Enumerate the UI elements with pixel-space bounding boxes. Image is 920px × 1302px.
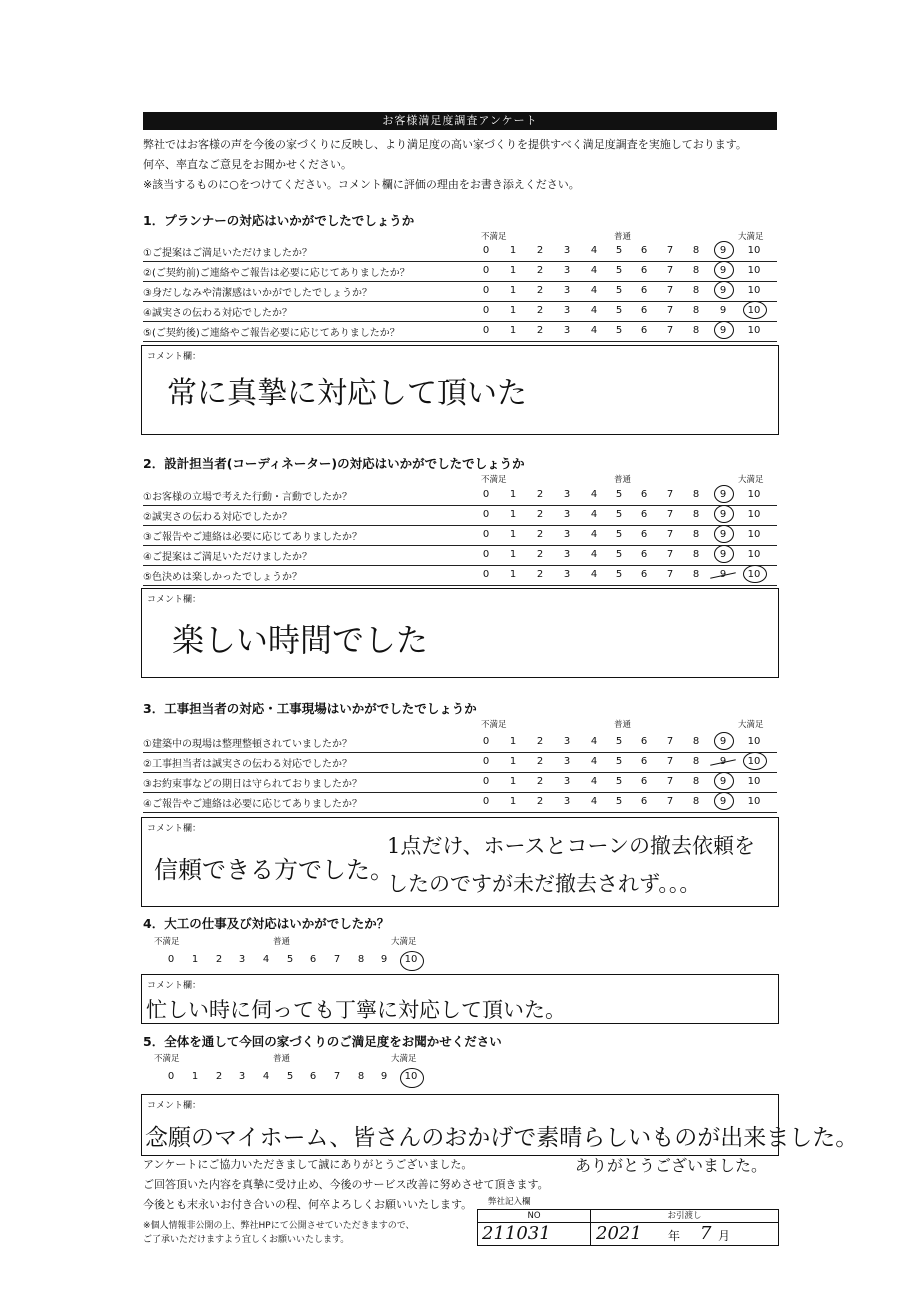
scale-low-label: 不満足	[481, 475, 507, 485]
rating-option[interactable]: 3	[563, 245, 571, 256]
rating-option[interactable]: 4	[590, 756, 598, 767]
rating-option[interactable]: 8	[692, 265, 700, 276]
rating-option[interactable]: 2	[536, 776, 544, 787]
office-use-box	[477, 1209, 779, 1246]
rating-option[interactable]: 9	[719, 549, 727, 560]
rating-option[interactable]: 0	[482, 325, 490, 336]
rating-option[interactable]: 6	[640, 736, 648, 747]
intro-line-3: ※該当するものに○をつけてください。コメント欄に評価の理由をお書き添えください。	[143, 178, 580, 191]
rating-option[interactable]: 4	[590, 529, 598, 540]
no-value: 211031	[482, 1223, 551, 1244]
question-text: ③ご報告やご連絡は必要に応じてありましたか？	[143, 532, 362, 543]
rating-option[interactable]: 0	[482, 265, 490, 276]
selected-rating-circle	[714, 545, 734, 563]
rating-option[interactable]: 6	[640, 509, 648, 520]
rating-option[interactable]: 9	[719, 489, 727, 500]
section-2-comment: 楽しい時間でした	[172, 621, 429, 659]
intro-line-2: 何卒、率直なご意見をお聞かせください。	[143, 158, 352, 171]
rating-option[interactable]: 3	[563, 756, 571, 767]
rating-option[interactable]: 10	[747, 529, 761, 540]
rating-option[interactable]: 7	[666, 245, 674, 256]
rating-option[interactable]: 1	[509, 245, 517, 256]
scale-mid-label: 普通	[614, 475, 632, 485]
rating-option[interactable]: 5	[286, 954, 294, 965]
rating-option[interactable]: 5	[615, 285, 623, 296]
section-5-title: 5．全体を通して今回の家づくりのご満足度をお聞かせください	[143, 1034, 502, 1049]
question-row	[143, 525, 777, 546]
rating-option[interactable]: 2	[536, 489, 544, 500]
rating-option[interactable]: 3	[238, 954, 246, 965]
rating-option[interactable]: 9	[719, 325, 727, 336]
rating-option[interactable]: 3	[563, 569, 571, 580]
question-row	[143, 485, 777, 506]
rating-option[interactable]: 2	[536, 796, 544, 807]
rating-option[interactable]: 7	[666, 549, 674, 560]
rating-option[interactable]: 0	[482, 569, 490, 580]
rating-option[interactable]: 6	[309, 1071, 317, 1082]
rating-option[interactable]: 0	[482, 796, 490, 807]
rating-option[interactable]: 4	[590, 305, 598, 316]
question-row	[143, 565, 777, 586]
rating-option[interactable]: 1	[509, 509, 517, 520]
privacy-line-2: ご了承いただけますよう宜しくお願いいたします。	[143, 1235, 350, 1245]
rating-option[interactable]: 5	[615, 776, 623, 787]
selected-rating-circle	[714, 505, 734, 523]
rating-option[interactable]: 2	[215, 954, 223, 965]
scale-mid-label: 普通	[614, 232, 632, 242]
rating-option[interactable]: 1	[191, 1071, 199, 1082]
rating-option[interactable]: 2	[536, 736, 544, 747]
rating-option[interactable]: 8	[357, 1071, 365, 1082]
rating-option[interactable]: 8	[692, 285, 700, 296]
rating-option[interactable]: 8	[692, 776, 700, 787]
question-row	[143, 321, 777, 342]
rating-option[interactable]: 9	[719, 305, 727, 316]
rating-option[interactable]: 4	[590, 776, 598, 787]
no-header: NO	[478, 1210, 591, 1223]
section-3-comment-box[interactable]	[141, 817, 779, 907]
rating-option[interactable]: 7	[666, 736, 674, 747]
comment-label: コメント欄：	[147, 595, 202, 605]
privacy-line-1: ※個人情報非公開の上、弊社HPにて公開させていただきますので、	[143, 1221, 415, 1231]
rating-option[interactable]: 5	[615, 569, 623, 580]
survey-title: お客様満足度調査アンケート	[143, 112, 777, 130]
rating-option[interactable]: 3	[563, 549, 571, 560]
rating-option[interactable]: 1	[509, 796, 517, 807]
rating-option[interactable]: 2	[536, 245, 544, 256]
section-3-comment-left: 信頼できる方でした。	[154, 856, 394, 884]
question-row	[143, 301, 777, 322]
question-text: ③身だしなみや清潔感はいかがでしたでしょうか？	[143, 288, 372, 299]
scale-high-label: 大満足	[738, 475, 764, 485]
comment-label: コメント欄：	[147, 981, 202, 991]
rating-option[interactable]: 3	[563, 736, 571, 747]
rating-option[interactable]: 3	[563, 489, 571, 500]
rating-option[interactable]: 0	[167, 1071, 175, 1082]
selected-rating-circle	[714, 281, 734, 299]
scale-mid-label: 普通	[273, 1054, 291, 1064]
selected-rating-circle	[714, 485, 734, 503]
selected-rating-circle	[714, 261, 734, 279]
rating-option[interactable]: 7	[666, 776, 674, 787]
rating-option[interactable]: 0	[482, 245, 490, 256]
rating-option[interactable]: 0	[482, 549, 490, 560]
rating-option[interactable]: 1	[509, 305, 517, 316]
rating-option[interactable]: 6	[640, 756, 648, 767]
rating-option[interactable]: 5	[615, 509, 623, 520]
rating-option[interactable]: 7	[666, 756, 674, 767]
selected-rating-circle	[400, 1068, 424, 1088]
rating-option[interactable]: 6	[640, 549, 648, 560]
rating-option[interactable]: 6	[640, 245, 648, 256]
rating-option[interactable]: 9	[719, 569, 727, 580]
rating-option[interactable]: 7	[666, 509, 674, 520]
question-text: ⑤(ご契約後)ご連絡やご報告必要に応じてありましたか？	[143, 328, 400, 339]
rating-option[interactable]: 7	[666, 529, 674, 540]
rating-option[interactable]: 2	[536, 265, 544, 276]
rating-option[interactable]: 0	[482, 305, 490, 316]
rating-option[interactable]: 2	[536, 569, 544, 580]
rating-option[interactable]: 8	[692, 529, 700, 540]
rating-option[interactable]: 7	[666, 285, 674, 296]
rating-option[interactable]: 0	[482, 509, 490, 520]
rating-option[interactable]: 10	[747, 305, 761, 316]
rating-option[interactable]: 5	[615, 756, 623, 767]
question-row	[143, 505, 777, 526]
question-text: ③お約束事などの期日は守られておりましたか？	[143, 779, 362, 790]
rating-option[interactable]: 3	[563, 285, 571, 296]
rating-option[interactable]: 8	[692, 509, 700, 520]
rating-option[interactable]: 10	[747, 776, 761, 787]
rating-option[interactable]: 5	[615, 305, 623, 316]
rating-option[interactable]: 9	[719, 736, 727, 747]
rating-option[interactable]: 3	[563, 796, 571, 807]
rating-option[interactable]: 7	[666, 325, 674, 336]
section-1-title: 1．プランナーの対応はいかがでしたでしょうか	[143, 213, 415, 228]
rating-option[interactable]: 6	[640, 325, 648, 336]
section-5-comment-box[interactable]	[141, 1094, 859, 1156]
rating-option[interactable]: 1	[509, 285, 517, 296]
rating-option[interactable]: 0	[482, 285, 490, 296]
rating-option[interactable]: 2	[536, 549, 544, 560]
rating-option[interactable]: 10	[747, 489, 761, 500]
rating-option[interactable]: 7	[666, 569, 674, 580]
rating-option[interactable]: 9	[719, 529, 727, 540]
rating-option[interactable]: 7	[666, 265, 674, 276]
selected-rating-circle	[714, 241, 734, 259]
rating-option[interactable]: 8	[692, 796, 700, 807]
section-5-comment-thanks: ありがとうございました。	[575, 1156, 768, 1175]
rating-option[interactable]: 1	[509, 549, 517, 560]
scale-low-label: 不満足	[154, 1054, 180, 1064]
rating-option[interactable]: 2	[536, 305, 544, 316]
scale-mid-label: 普通	[273, 937, 291, 947]
rating-option[interactable]: 10	[404, 1071, 418, 1082]
selected-rating-circle	[400, 951, 424, 971]
question-text: ④誠実さの伝わる対応でしたか？	[143, 308, 292, 319]
selected-rating-circle	[714, 321, 734, 339]
rating-option[interactable]: 4	[590, 245, 598, 256]
rating-option[interactable]: 2	[536, 509, 544, 520]
rating-option[interactable]: 3	[563, 509, 571, 520]
office-use-label: 弊社記入欄	[488, 1197, 531, 1207]
footer-line-1: アンケートにご協力いただきまして誠にありがとうございました。	[143, 1158, 473, 1171]
section-4-comment: 忙しい時に伺っても丁寧に対応して頂いた。	[146, 998, 566, 1022]
question-row	[143, 772, 777, 793]
rating-option[interactable]: 1	[191, 954, 199, 965]
selected-rating-circle	[743, 565, 767, 583]
section-2-comment-box[interactable]	[141, 588, 779, 678]
question-row	[143, 261, 777, 282]
rating-option[interactable]: 6	[640, 776, 648, 787]
scale-high-label: 大満足	[391, 1054, 417, 1064]
rating-option[interactable]: 7	[666, 305, 674, 316]
rating-option[interactable]: 8	[692, 736, 700, 747]
rating-option[interactable]: 9	[719, 285, 727, 296]
selected-rating-circle	[714, 792, 734, 810]
scale-low-label: 不満足	[481, 720, 507, 730]
question-text: ①建築中の現場は整理整頓されていましたか？	[143, 739, 352, 750]
handover-year: 2021	[596, 1223, 642, 1244]
selected-rating-circle	[714, 525, 734, 543]
section-4-comment-box[interactable]	[141, 974, 779, 1024]
rating-option[interactable]: 1	[509, 529, 517, 540]
rating-option[interactable]: 3	[563, 776, 571, 787]
section-4-title: 4．大工の仕事及び対応はいかがでしたか？	[143, 916, 390, 931]
rating-option[interactable]: 5	[615, 265, 623, 276]
rating-option[interactable]: 3	[563, 265, 571, 276]
rating-option[interactable]: 4	[590, 265, 598, 276]
question-text: ①ご提案はご満足いただけましたか？	[143, 248, 312, 259]
rating-option[interactable]: 10	[747, 265, 761, 276]
rating-option[interactable]: 8	[692, 305, 700, 316]
rating-option[interactable]: 9	[719, 509, 727, 520]
rating-option[interactable]: 0	[482, 489, 490, 500]
rating-option[interactable]: 7	[666, 796, 674, 807]
rating-option[interactable]: 5	[615, 796, 623, 807]
rating-option[interactable]: 1	[509, 736, 517, 747]
handover-month: 7	[700, 1223, 712, 1244]
rating-option[interactable]: 6	[640, 529, 648, 540]
comment-label: コメント欄：	[147, 824, 202, 834]
scale-high-label: 大満足	[738, 232, 764, 242]
rating-option[interactable]: 9	[719, 245, 727, 256]
rating-option[interactable]: 10	[747, 509, 761, 520]
section-1-comment: 常に真摯に対応して頂いた	[167, 376, 527, 411]
rating-option[interactable]: 2	[215, 1071, 223, 1082]
rating-option[interactable]: 1	[509, 569, 517, 580]
rating-option[interactable]: 10	[747, 549, 761, 560]
rating-option[interactable]: 10	[747, 569, 761, 580]
rating-option[interactable]: 2	[536, 285, 544, 296]
scale-high-label: 大満足	[391, 937, 417, 947]
rating-option[interactable]: 5	[615, 736, 623, 747]
rating-option[interactable]: 7	[666, 489, 674, 500]
rating-option[interactable]: 9	[380, 954, 388, 965]
rating-option[interactable]: 9	[719, 776, 727, 787]
selected-rating-circle	[714, 772, 734, 790]
rating-option[interactable]: 6	[640, 305, 648, 316]
rating-option[interactable]: 5	[615, 325, 623, 336]
rating-option[interactable]: 1	[509, 489, 517, 500]
rating-option[interactable]: 10	[747, 756, 761, 767]
rating-option[interactable]: 4	[590, 489, 598, 500]
question-text: ⑤色決めは楽しかったでしょうか？	[143, 572, 302, 583]
rating-option[interactable]: 5	[615, 245, 623, 256]
rating-option[interactable]: 4	[590, 796, 598, 807]
rating-option[interactable]: 8	[692, 549, 700, 560]
selected-rating-circle	[714, 732, 734, 750]
rating-option[interactable]: 8	[692, 756, 700, 767]
rating-option[interactable]: 8	[692, 569, 700, 580]
rating-option[interactable]: 3	[563, 529, 571, 540]
rating-option[interactable]: 10	[747, 245, 761, 256]
question-text: ②(ご契約前)ご連絡やご報告は必要に応じてありましたか？	[143, 268, 410, 279]
rating-option[interactable]: 2	[536, 325, 544, 336]
rating-option[interactable]: 1	[509, 265, 517, 276]
rating-option[interactable]: 2	[536, 756, 544, 767]
rating-option[interactable]: 1	[509, 756, 517, 767]
footer-line-2: ご回答頂いた内容を真摯に受け止め、今後のサービス改善に努めさせて頂きます。	[143, 1178, 549, 1191]
rating-option[interactable]: 6	[640, 265, 648, 276]
rating-option[interactable]: 0	[167, 954, 175, 965]
rating-option[interactable]: 3	[563, 325, 571, 336]
rating-option[interactable]: 0	[482, 756, 490, 767]
rating-option[interactable]: 7	[333, 1071, 341, 1082]
scale-mid-label: 普通	[614, 720, 632, 730]
rating-option[interactable]: 4	[590, 509, 598, 520]
month-unit: 月	[718, 1229, 731, 1243]
rating-option[interactable]: 5	[286, 1071, 294, 1082]
question-row	[143, 241, 777, 262]
section-3-title: 3．工事担当者の対応・工事現場はいかがでしたでしょうか	[143, 701, 477, 716]
rating-option[interactable]: 4	[590, 325, 598, 336]
intro-line-1: 弊社ではお客様の声を今後の家づくりに反映し、より満足度の高い家づくりを提供すべく満足度調査を実施しております。	[143, 138, 747, 151]
rating-option[interactable]: 10	[747, 796, 761, 807]
rating-option[interactable]: 10	[747, 285, 761, 296]
rating-option[interactable]: 10	[747, 736, 761, 747]
question-row	[143, 545, 777, 566]
rating-option[interactable]: 6	[640, 489, 648, 500]
scale-low-label: 不満足	[481, 232, 507, 242]
rating-option[interactable]: 3	[238, 1071, 246, 1082]
rating-option[interactable]: 4	[590, 285, 598, 296]
rating-option[interactable]: 9	[380, 1071, 388, 1082]
rating-option[interactable]: 9	[719, 796, 727, 807]
scale-high-label: 大満足	[738, 720, 764, 730]
question-text: ④ご提案はご満足いただけましたか？	[143, 552, 312, 563]
scale-low-label: 不満足	[154, 937, 180, 947]
rating-option[interactable]: 5	[615, 489, 623, 500]
rating-option[interactable]: 10	[404, 954, 418, 965]
rating-option[interactable]: 6	[640, 285, 648, 296]
selected-rating-circle	[743, 752, 767, 770]
rating-option[interactable]: 3	[563, 305, 571, 316]
question-text: ④ご報告やご連絡は必要に応じてありましたか？	[143, 799, 362, 810]
section-2-title: 2．設計担当者(コーディネーター)の対応はいかがでしたでしょうか	[143, 456, 525, 471]
rating-option[interactable]: 6	[640, 569, 648, 580]
question-text: ②誠実さの伝わる対応でしたか？	[143, 512, 292, 523]
rating-option[interactable]: 1	[509, 325, 517, 336]
handover-header: お引渡し	[591, 1210, 778, 1223]
rating-option[interactable]: 2	[536, 529, 544, 540]
rating-option[interactable]: 8	[692, 325, 700, 336]
rating-option[interactable]: 0	[482, 736, 490, 747]
section-3-comment-right-1: 1点だけ、ホースとコーンの撤去依頼を	[387, 834, 756, 858]
rating-option[interactable]: 6	[309, 954, 317, 965]
comment-label: コメント欄：	[147, 352, 202, 362]
selected-rating-circle	[743, 301, 767, 319]
question-row	[143, 792, 777, 813]
section-1-comment-box[interactable]	[141, 345, 779, 435]
question-text: ②工事担当者は誠実さの伝わる対応でしたか？	[143, 759, 352, 770]
question-row	[143, 281, 777, 302]
rating-option[interactable]: 4	[590, 549, 598, 560]
footer-line-3: 今後とも末永いお付き合いの程、何卒よろしくお願いいたします。	[143, 1198, 473, 1211]
rating-option[interactable]: 9	[719, 756, 727, 767]
rating-option[interactable]: 5	[615, 549, 623, 560]
comment-label: コメント欄：	[147, 1101, 202, 1111]
rating-option[interactable]: 7	[333, 954, 341, 965]
rating-option[interactable]: 4	[262, 954, 270, 965]
section-3-comment-right-2: したのですが未だ撤去されず。。。	[387, 872, 701, 896]
rating-option[interactable]: 6	[640, 796, 648, 807]
rating-option[interactable]: 4	[262, 1071, 270, 1082]
question-row	[143, 732, 777, 753]
question-text: ①お客様の立場で考えた行動・言動でしたか？	[143, 492, 352, 503]
rating-option[interactable]: 1	[509, 776, 517, 787]
rating-option[interactable]: 8	[692, 245, 700, 256]
question-row	[143, 752, 777, 773]
rating-option[interactable]: 10	[747, 325, 761, 336]
rating-option[interactable]: 8	[357, 954, 365, 965]
rating-option[interactable]: 4	[590, 569, 598, 580]
rating-option[interactable]: 5	[615, 529, 623, 540]
section-5-comment: 念願のマイホーム、皆さんのおかげで素晴らしいものが出来ました。	[145, 1125, 859, 1151]
year-unit: 年	[668, 1229, 681, 1243]
rating-option[interactable]: 8	[692, 489, 700, 500]
rating-option[interactable]: 0	[482, 529, 490, 540]
rating-option[interactable]: 0	[482, 776, 490, 787]
rating-option[interactable]: 4	[590, 736, 598, 747]
rating-option[interactable]: 9	[719, 265, 727, 276]
